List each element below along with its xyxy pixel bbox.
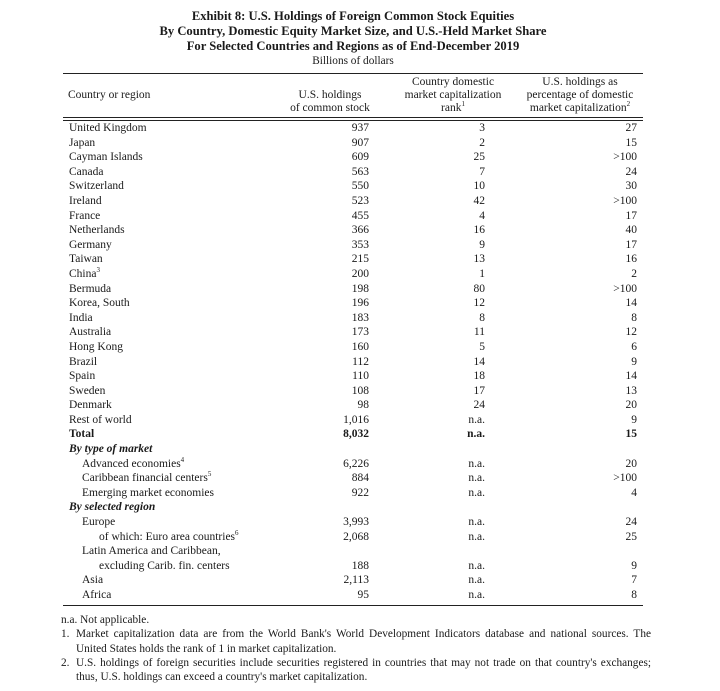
percentage-cell: 24: [625, 165, 637, 178]
rank-cell: 13: [473, 253, 485, 266]
rank-cell: 9: [479, 238, 485, 251]
holdings-cell: 110: [352, 370, 369, 383]
row-label: Emerging market economies: [82, 486, 214, 499]
percentage-cell: 9: [631, 559, 637, 572]
holdings-cell: 937: [351, 122, 369, 134]
percentage-cell: 20: [625, 399, 637, 412]
rank-cell: 25: [473, 151, 485, 164]
rank-cell: 12: [473, 297, 485, 310]
row-label: Hong Kong: [69, 340, 123, 353]
country-row: [63, 136, 643, 151]
row-label: Taiwan: [69, 253, 103, 266]
rank-cell: 11: [473, 326, 485, 339]
rank-cell: 3: [479, 122, 485, 134]
rank-cell: 14: [473, 355, 485, 368]
row-label: Total: [69, 428, 95, 441]
footnote-marker: 4: [180, 455, 185, 464]
holdings-cell: 95: [357, 589, 369, 601]
footnote-marker: 5: [207, 470, 212, 479]
row-label: Advanced economies$^4$: [82, 455, 185, 470]
region-row: [63, 573, 643, 588]
holdings-cell: 353: [351, 238, 369, 251]
holdings-cell: 98: [357, 399, 369, 412]
holdings-cell: 609: [351, 151, 369, 164]
holdings-cell: 550: [351, 180, 369, 193]
rank-cell: 2: [479, 136, 485, 149]
row-label: United Kingdom: [69, 122, 147, 134]
footnote-marker: 6: [235, 528, 239, 537]
country-row: [63, 267, 643, 282]
row-label: Bermuda: [69, 282, 112, 295]
row-label: of which: Euro area countries$^6$: [99, 528, 239, 543]
rank-cell: 80: [473, 282, 485, 295]
row-label: Australia: [69, 326, 112, 339]
country-row: [63, 121, 643, 136]
rank-cell: 18: [473, 370, 485, 383]
rank-cell: 8: [479, 311, 485, 324]
row-label: Canada: [69, 165, 104, 178]
country-row: [63, 165, 643, 180]
row-label: Europe: [82, 516, 116, 529]
region-row: [63, 588, 643, 603]
holdings-cell: 173: [351, 326, 369, 339]
exhibit-header: [63, 9, 643, 69]
percentage-cell: 16: [625, 253, 637, 266]
row-label: Japan: [69, 136, 96, 149]
holdings-cell: 112: [352, 355, 369, 368]
row-label: excluding Carib. fin. centers: [99, 559, 230, 572]
rank-cell: 10: [473, 180, 485, 193]
rank-cell: n.a.: [468, 486, 485, 499]
section-heading: By type of market: [69, 443, 153, 456]
country-row: [63, 296, 643, 311]
country-row: [63, 369, 643, 384]
percentage-cell: >100: [613, 472, 637, 485]
rank-cell: 5: [479, 340, 485, 353]
section-by-region: [63, 500, 643, 515]
bottom-rule: [63, 605, 643, 606]
footnote-na: n.a. Not applicable.: [61, 614, 150, 626]
country-row: [63, 194, 643, 209]
percentage-cell: 20: [625, 457, 637, 470]
rank-cell: n.a.: [468, 516, 485, 529]
row-label: China$^3$: [69, 265, 100, 280]
rank-cell: n.a.: [467, 428, 485, 441]
region-row: [63, 559, 643, 574]
country-row: [63, 150, 643, 165]
holdings-cell: 183: [351, 311, 369, 324]
country-row: [63, 355, 643, 370]
rank-cell: 4: [479, 209, 485, 222]
percentage-cell: 17: [625, 209, 637, 222]
holdings-cell: 198: [351, 282, 369, 295]
percentage-cell: 6: [631, 340, 637, 353]
row-label: Denmark: [69, 399, 112, 412]
title-line-2: By Country, Domestic Equity Market Size, and U.S.-Held Market Share: [159, 24, 547, 38]
holdings-cell: 108: [351, 384, 369, 397]
market-type-row: [63, 486, 643, 501]
section-heading: By selected region: [69, 501, 156, 514]
footnote-marker: 3: [96, 265, 100, 274]
percentage-cell: 9: [631, 413, 637, 426]
row-label: France: [69, 209, 101, 222]
percentage-cell: 2: [631, 267, 637, 280]
rank-cell: n.a.: [468, 457, 485, 470]
rank-cell: 24: [473, 399, 485, 412]
footnote-2: 2. U.S. holdings of foreign securities include securities registered in countries that may not trade on that country's exchanges; thus, U.S. holdings can exceed a country's market capitalization.: [61, 656, 651, 684]
holdings-cell: 907: [351, 136, 369, 149]
percentage-cell: >100: [613, 194, 637, 207]
exhibit: [63, 9, 643, 606]
region-row: [63, 515, 643, 530]
total-row: [63, 427, 643, 442]
region-row: [63, 530, 643, 545]
percentage-cell: 8: [631, 589, 637, 601]
holdings-table: [63, 74, 643, 603]
rank-cell: 17: [473, 384, 485, 397]
country-row: [63, 398, 643, 413]
rank-cell: 42: [473, 194, 485, 207]
row-label: India: [69, 311, 93, 324]
row-label: Africa: [82, 589, 112, 601]
footnote-1: 1. Market capitalization data are from the World Bank's World Development Indicators database and national sources. The United States holds the rank of 1 in market capitalization.: [61, 628, 651, 655]
row-label: Asia: [82, 574, 104, 587]
rank-cell: n.a.: [468, 530, 485, 543]
row-label: Ireland: [69, 194, 102, 207]
row-label: Rest of world: [69, 413, 132, 426]
holdings-cell: 523: [351, 194, 369, 207]
section-by-market: [63, 442, 643, 457]
column-header-rank: Country domestic market capitalization rank$^1$: [404, 76, 502, 114]
country-row: [63, 252, 643, 267]
percentage-cell: >100: [613, 151, 637, 164]
country-row: [63, 413, 643, 428]
holdings-cell: 366: [351, 224, 369, 237]
percentage-cell: >100: [613, 282, 637, 295]
holdings-cell: 563: [351, 165, 369, 178]
rank-cell: 7: [479, 165, 485, 178]
holdings-cell: 3,993: [343, 516, 369, 529]
country-row: [63, 340, 643, 355]
holdings-cell: 200: [351, 267, 369, 280]
percentage-cell: 24: [625, 516, 637, 529]
percentage-cell: 8: [631, 311, 637, 324]
holdings-cell: 6,226: [343, 457, 369, 470]
column-header-country: Country or region: [68, 89, 151, 101]
percentage-cell: 14: [625, 297, 637, 310]
country-row: [63, 282, 643, 297]
percentage-cell: 15: [625, 428, 637, 441]
market-type-row: [63, 471, 643, 486]
percentage-cell: 9: [631, 355, 637, 368]
row-label: Korea, South: [69, 297, 130, 310]
country-row: [63, 325, 643, 340]
percentage-cell: 27: [625, 122, 637, 134]
holdings-cell: 922: [351, 486, 369, 499]
holdings-cell: 2,068: [343, 530, 369, 543]
rank-cell: n.a.: [468, 559, 485, 572]
holdings-cell: 188: [351, 559, 369, 572]
row-label: Caribbean financial centers$^5$: [82, 470, 212, 485]
holdings-cell: 455: [351, 209, 369, 222]
title-line-1: Exhibit 8: U.S. Holdings of Foreign Common Stock Equities: [191, 9, 515, 23]
row-label: Germany: [69, 238, 112, 251]
percentage-cell: 12: [625, 326, 637, 339]
rank-cell: 1: [479, 267, 485, 280]
rank-cell: n.a.: [468, 413, 485, 426]
percentage-cell: 13: [625, 384, 637, 397]
holdings-cell: 2,113: [343, 574, 369, 587]
holdings-cell: 160: [351, 340, 369, 353]
holdings-cell: 215: [351, 253, 369, 266]
percentage-cell: 17: [625, 238, 637, 251]
country-row: [63, 179, 643, 194]
holdings-cell: 196: [351, 297, 369, 310]
percentage-cell: 40: [625, 224, 637, 237]
holdings-cell: 8,032: [343, 428, 369, 441]
row-label: Brazil: [69, 355, 98, 368]
country-row: [63, 238, 643, 253]
holdings-cell: 884: [351, 472, 369, 485]
row-label: Latin America and Caribbean,: [82, 545, 221, 558]
rank-cell: 16: [473, 224, 485, 237]
percentage-cell: 7: [631, 574, 637, 587]
row-label: Netherlands: [69, 224, 125, 237]
market-type-row: [63, 457, 643, 472]
row-label: Sweden: [69, 384, 106, 397]
footnotes: [61, 613, 651, 684]
title-line-3: For Selected Countries and Regions as of End-December 2019: [186, 39, 520, 53]
row-label: Switzerland: [69, 180, 124, 193]
country-row: [63, 384, 643, 399]
percentage-cell: 4: [631, 486, 637, 499]
column-header-percentage: U.S. holdings as percentage of domestic market capitalization$^2$: [526, 76, 634, 114]
row-label: Spain: [69, 370, 96, 383]
column-header-holdings: U.S. holdings of common stock: [290, 89, 370, 114]
percentage-cell: 15: [625, 136, 637, 149]
rank-cell: n.a.: [468, 472, 485, 485]
unit-label: Billions of dollars: [312, 55, 394, 67]
country-row: [63, 311, 643, 326]
percentage-cell: 25: [625, 530, 637, 543]
country-row: [63, 223, 643, 238]
percentage-cell: 30: [625, 180, 637, 193]
country-row: [63, 209, 643, 224]
holdings-cell: 1,016: [343, 413, 369, 426]
percentage-cell: 14: [625, 370, 637, 383]
table-header-row: [63, 74, 643, 117]
rank-cell: n.a.: [468, 589, 485, 601]
region-row-label-line: [63, 544, 643, 559]
row-label: Cayman Islands: [69, 151, 143, 164]
rank-cell: n.a.: [468, 574, 485, 587]
